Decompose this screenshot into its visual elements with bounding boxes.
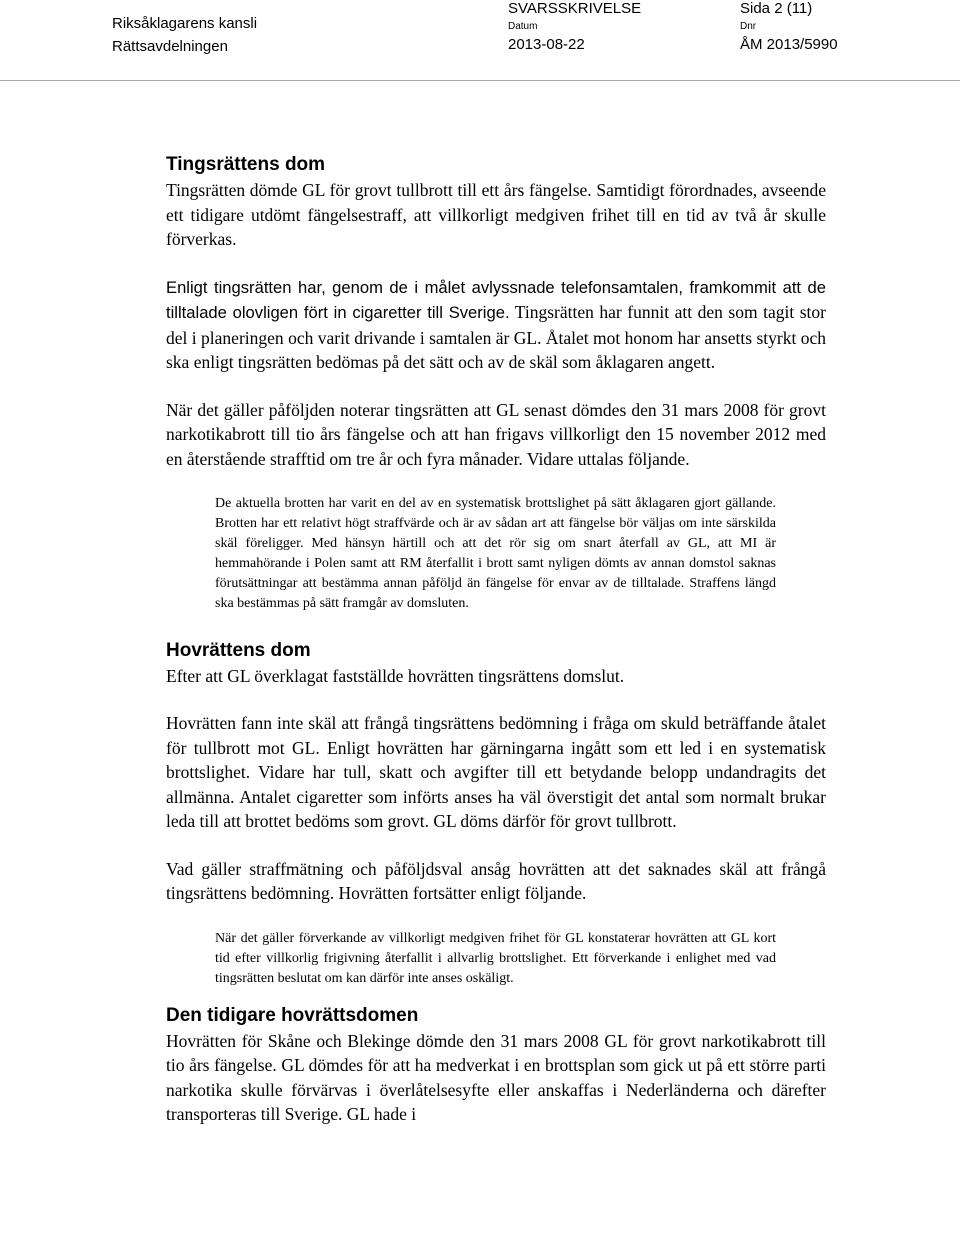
paragraph: När det gäller påföljden noterar tingsrätten att GL senast dömdes den 31 mars 2008 för grovt narkotikabrott till tio års fängelse och att han frigavs villkorligt den 15 november 2012 med en återstående strafftid om tre år och fyra månader. Vidare uttalas följande. (166, 399, 826, 469)
date-value: 2013-08-22 (508, 36, 585, 53)
sans-text-segment: Enligt tingsrätten har, genom de i målet avlyssnade telefonsamtalen, framkommit att de tilltalade olovligen fört in cigaretter till Sverige. (166, 277, 826, 322)
dnr-value: ÅM 2013/5990 (740, 36, 838, 53)
org-name: Riksåklagarens kansli (112, 15, 258, 32)
dnr-label: Dnr (740, 21, 757, 32)
paragraph: Efter att GL överklagat fastställde hovrätten tingsrättens domslut. (166, 665, 625, 686)
paragraph: Hovrätten fann inte skäl att frångå tingsrättens bedömning i fråga om skuld beträffande åtalet för tullbrott mot GL. Enligt hovrätten har gärningarna ingått som ett led i en systematisk brottslighet. Vidare har tull, skatt och avgifter till ett betydande belopp undandragits det allmänna. Antalet cigaretter som införts anses ha väl överstigit det antal som normalt brukar leda till att brottet bedöms som grovt. GL döms därför för grovt tullbrott. (166, 713, 826, 832)
block-quote: De aktuella brotten har varit en del av en systematisk brottslighet på sätt åklagaren gjort gällande. Brotten har ett relativt högt straffvärde och är av sådan art att fängelse bör väljas om inte särskilda skäl föreligger. Med hänsyn härtill och att det rör sig om snart återfall av GL, att MI är hemmahörande i Polen samt att RM återfallit i brott samt nyligen dömts av annan domstol saknas förutsättningar att bestämma annan påföljd än fängelse för envar av de tilltalade. Straffens längd ska bestämmas på sätt framgår av domsluten. (215, 496, 776, 612)
text-segment: Tingsrätten har funnit att den som tagit stor del i planeringen och varit drivande i samtalen är GL. Åtalet mot honom har ansetts styrkt och ska enligt tingsrätten bedömas på det sätt och av de skäl som åklagaren angett. (166, 302, 826, 372)
paragraph: Tingsrätten dömde GL för grovt tullbrott till ett års fängelse. Samtidigt förordnades, avseende ett tidigare utdömt fängelsestraff, att villkorligt medgiven frihet till en tid av två år skulle förverkas. (166, 180, 826, 249)
page-header (0, 0, 960, 60)
date-label: Datum (508, 21, 538, 32)
section-heading-hovratt: Hovrättens dom (166, 639, 311, 661)
document-body (166, 152, 826, 1127)
page-number: Sida 2 (11) (740, 0, 813, 17)
paragraph: Vad gäller straffmätning och påföljdsval ansåg hovrätten att det saknades skäl att frångå tingsrättens bedömning. Hovrätten fortsätter enligt följande. (166, 858, 826, 904)
header-divider (0, 80, 960, 81)
document-type: SVARSSKRIVELSE (508, 0, 642, 17)
organization-block (112, 14, 257, 57)
org-department: Rättsavdelningen (112, 38, 228, 55)
paragraph: Hovrätten för Skåne och Blekinge dömde den 31 mars 2008 GL för grovt narkotikabrott till tio års fängelse. GL dömdes för att ha medverkat i en brottsplan som gick ut på ett större parti narkotika skulle förvärvas i överlåtelsesyfte eller anskaffas i Nederländerna och därefter transporteras till Sverige. GL hade i (166, 1030, 826, 1125)
block-quote: När det gäller förverkande av villkorligt medgiven frihet för GL konstaterar hovrätten att GL kort tid efter villkorlig frigivning återfallit i allvarlig brottslighet. Ett förverkande i enlighet med vad tingsrätten beslutat om kan därför inte anses oskäligt. (215, 930, 776, 986)
section-heading-tidigare: Den tidigare hovrättsdomen (166, 1004, 419, 1026)
paragraph (166, 275, 826, 375)
section-heading-tingsratt: Tingsrättens dom (166, 154, 326, 175)
